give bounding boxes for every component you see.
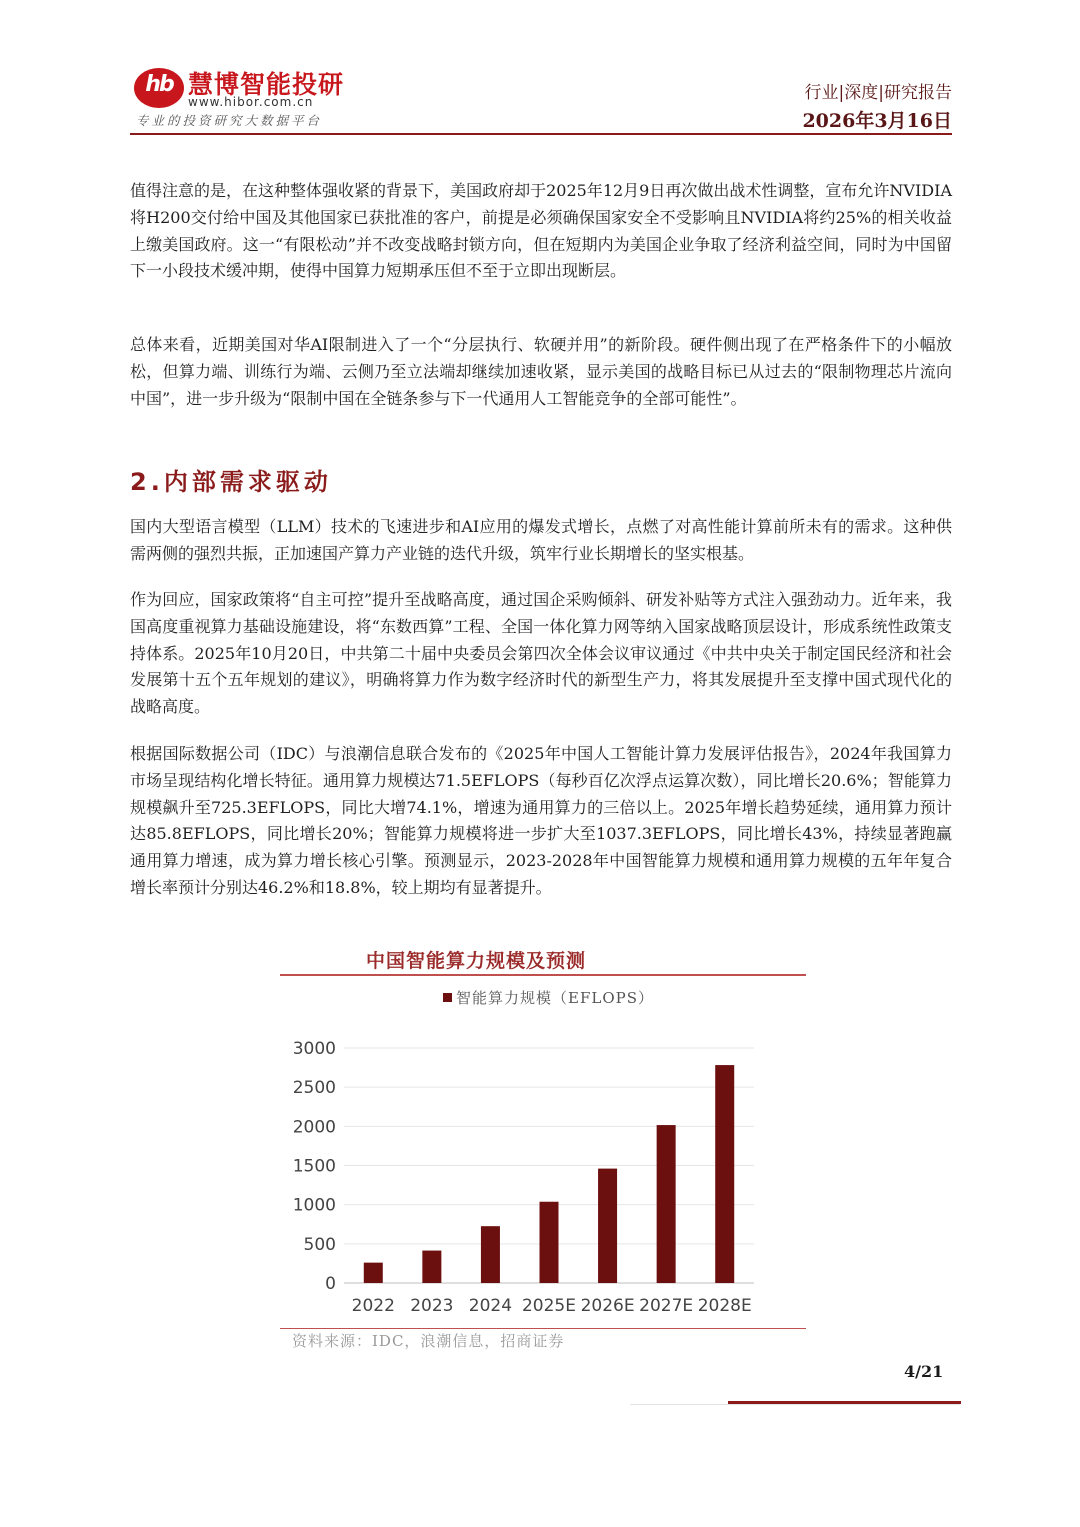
paragraph-h200-adjustment: 值得注意的是，在这种整体强收紧的背景下，美国政府却于2025年12月9日再次做出战术性调整，宣布允许NVIDIA将H200交付给中国及其他国家已获批准的客户，前提是必须确保国家安全不受影响且NVIDIA将约25%的相关收益上缴美国政府。这一“有限松动”并不改变战略封锁方向，但在短期内为美国企业争取了经济利益空间，同时为中国留下一小段技术缓冲期，使得中国算力短期承压但不至于立即出现断层。: [130, 181, 952, 281]
report-header: [130, 62, 952, 134]
x-tick-label: 2022: [351, 1296, 395, 1316]
y-tick-label: 1000: [292, 1195, 336, 1216]
bar: [598, 1169, 617, 1283]
paragraph-policy: 作为回应，国家政策将“自主可控”提升至战略高度，通过国企采购倾斜、研发补贴等方式注入强劲动力。近年来，我国高度重视算力基础设施建设，将“东数西算”工程、全国一体化算力网等纳入国家战略顶层设计，形成系统性政策支持体系。2025年10月20日，中共第二十届中央委员会第四次全体会议审议通过《中共中央关于制定国民经济和社会发展第十五个五年规划的建议》，明确将算力作为数字经济时代的新型生产力，将其发展提升至支撑中国式现代化的战略高度。: [130, 590, 952, 717]
page-number: 4/21: [904, 1362, 944, 1381]
paragraph-idc-report: 根据国际数据公司（IDC）与浪潮信息联合发布的《2025年中国人工智能计算力发展评估报告》，2024年我国算力市场呈现结构化增长特征。通用算力规模达71.5EFLOPS（每秒百亿次浮点运算次数），同比增长20.6%；智能算力规模飙升至725.3EFLOPS，同比大增74.1%，增速为通用算力的三倍以上。2025年增长趋势延续，通用算力预计达85.8EFLOPS，同比增长20%；智能算力规模将进一步扩大至1037.3EFLOPS，同比增长43%，持续显著跑赢通用算力增速，成为算力增长核心引擎。预测显示，2023-2028年中国智能算力规模和通用算力规模的五年年复合增长率预计分别达46.2%和18.8%，较上期均有显著提升。: [130, 744, 952, 897]
logo-url: www.hibor.com.cn: [188, 95, 314, 109]
y-tick-label: 2000: [292, 1117, 336, 1138]
x-tick-label: 2028E: [697, 1296, 752, 1316]
header-divider: [130, 133, 952, 135]
bar: [540, 1202, 559, 1283]
footer-rule-grey: [630, 1404, 960, 1405]
y-tick-label: 500: [303, 1234, 336, 1255]
bar-chart: [280, 940, 806, 1328]
x-tick-label: 2027E: [639, 1296, 694, 1316]
y-tick-label: 0: [325, 1274, 336, 1294]
x-tick-label: 2025E: [521, 1296, 577, 1316]
chart-source: 资料来源：IDC，浪潮信息，招商证券: [292, 1332, 565, 1350]
y-tick-label: 1500: [292, 1156, 336, 1177]
bar: [657, 1125, 676, 1283]
section-title: 2.内部需求驱动: [130, 468, 332, 496]
bar: [715, 1065, 734, 1283]
y-tick-label: 3000: [292, 1039, 336, 1059]
report-date: 2026年3月16日: [802, 110, 952, 132]
x-tick-label: 2024: [468, 1296, 513, 1316]
chart-bottom-rule: [280, 1328, 806, 1329]
logo-mark-icon: [134, 68, 184, 108]
logo-slogan: 专业的投资研究大数据平台: [136, 113, 323, 128]
bar: [364, 1263, 383, 1283]
chart-container: [280, 940, 806, 1360]
report-type: 行业|深度|研究报告: [804, 83, 952, 103]
x-tick-label: 2026E: [580, 1296, 635, 1316]
bar: [422, 1251, 441, 1283]
bar: [481, 1226, 500, 1283]
x-tick-label: 2023: [410, 1296, 454, 1316]
logo-name: 慧博智能投研: [188, 70, 345, 99]
legend-label: 智能算力规模（EFLOPS）: [456, 989, 654, 1007]
chart-title: 中国智能算力规模及预测: [366, 950, 587, 972]
paragraph-overall-view: 总体来看，近期美国对华AI限制进入了一个“分层执行、软硬并用”的新阶段。硬件侧出现了在严格条件下的小幅放松，但算力端、训练行为端、云侧乃至立法端却继续加速收紧，显示美国的战略目标已从过去的“限制物理芯片流向中国”，进一步升级为“限制中国在全链条参与下一代通用人工智能竞争的全部可能性”。: [130, 335, 952, 408]
footer-rule-red: [728, 1401, 961, 1404]
logo-mark-text: hb: [145, 72, 173, 97]
paragraph-llm-demand: 国内大型语言模型（LLM）技术的飞速进步和AI应用的爆发式增长，点燃了对高性能计算前所未有的需求。这种供需两侧的强烈共振，正加速国产算力产业链的迭代升级，筑牢行业长期增长的坚实根基。: [130, 517, 952, 563]
y-tick-label: 2500: [292, 1078, 336, 1099]
